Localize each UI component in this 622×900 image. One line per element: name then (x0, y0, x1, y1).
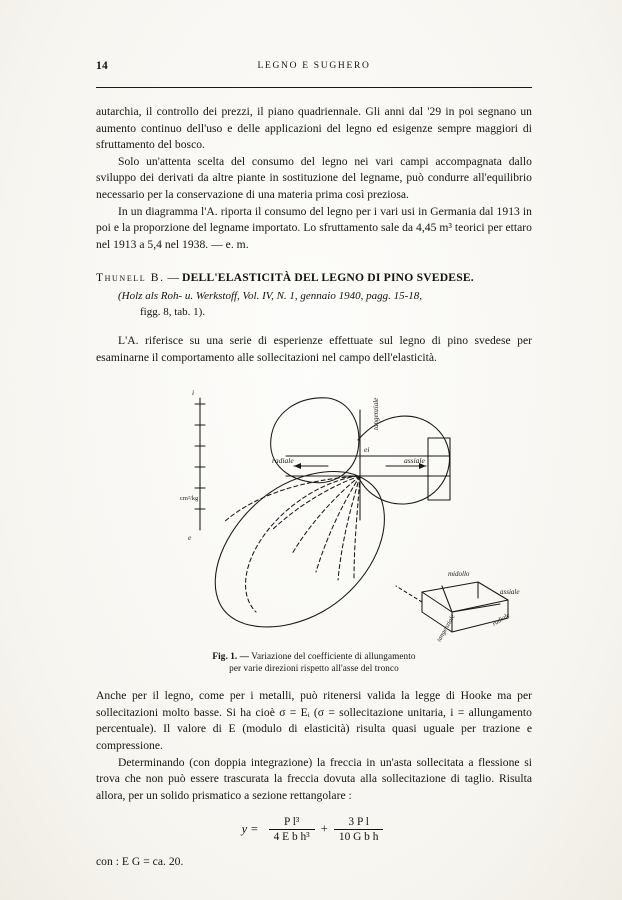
formula-plus: + (320, 821, 328, 836)
figure-label-radiale: radiale (272, 456, 294, 466)
figure-1-svg (96, 380, 532, 648)
figure-label-radiale-small: radiale (491, 611, 511, 628)
figure-1-drawing (96, 380, 532, 648)
formula-term-2 (334, 816, 384, 843)
figure-caption-line1: Variazione del coefficiente di allungamento (251, 651, 416, 662)
figure-label-tangenziale-small: tangenziale (435, 613, 457, 644)
paragraph-4: L'A. riferisce su una serie di esperienze effettuate sul legno di pino svedese per esaminarne il comportamento alle sollecitazioni nel campo dell'elasticità. (96, 333, 532, 364)
formula-term-1-denominator: 4 E b h³ (273, 831, 310, 844)
header-rule (96, 87, 532, 88)
reference-dash: — (167, 271, 183, 285)
paragraph-3: In un diagramma l'A. riporta il consumo del legno per i vari usi in Germania dal 1913 in poi e la proporzione del legname importato. Lo sfruttamento sale da 4,45 m³ teorici per ettaro nel 1913 a 5,4 nel 1938. — e. m. (96, 204, 532, 251)
page-number: 14 (96, 60, 108, 72)
formula-lhs: y = (241, 821, 259, 836)
figure-caption-line2: per varie direzioni rispetto all'asse del tronco (229, 663, 399, 674)
formula-term-1 (269, 816, 315, 843)
reference-title: DELL'ELASTICITÀ DEL LEGNO DI PINO SVEDESE. (182, 271, 474, 285)
formula-block (96, 816, 532, 843)
formula-term-2-denominator: 10 G b h (338, 831, 379, 844)
paragraph-6: Determinando (con doppia integrazione) la freccia in un'asta sollecitata a flessione si trova che non può essere trascurata la freccia dovuta alla sollecitazione di taglio. Risulta allora, per un solido prismatico a sezione rettangolare : (96, 755, 532, 802)
reference-heading (96, 270, 532, 287)
running-head (96, 60, 532, 82)
figure-1 (96, 380, 532, 674)
paragraph-7: con : E G = ca. 20. (96, 855, 184, 869)
figure-label-tangenziale: tangenziale (372, 397, 380, 431)
figure-label-midollo: midollo (448, 570, 470, 579)
reference-source-line2: figg. 8, tab. 1). (140, 305, 206, 318)
paragraph-5: Anche per il legno, come per i metalli, può ritenersi valida la legge di Hooke ma per sollecitazioni molto basse. Si ha cioè σ = Eᵢ (σ = sollecitazione unitaria, i = allungamento percentuale). Il valore di E (modulo di elasticità) risulta quasi uguale per trazione e compressione. (96, 689, 532, 752)
reference-source-line1: (Holz als Roh- u. Werkstoff, Vol. IV, N. 1, gennaio 1940, pagg. 15-18, (118, 289, 423, 302)
paragraph-2: Solo un'attenta scelta del consumo del legno nei vari campi accompagnata dallo sviluppo dei derivati da altre piante in sostituzione del legname, può condurre all'equilibrio necessario per la conservazione di una materia prima così preziosa. (96, 154, 532, 201)
figure-label-ei: ei (364, 445, 370, 455)
formula-term-2-numerator: 3 P l (334, 816, 384, 830)
formula-term-1-numerator: P l³ (269, 816, 315, 830)
figure-axis-scale: cm²/kg (180, 495, 199, 503)
page-content (96, 60, 532, 871)
figure-label-assiale-small: assiale (500, 588, 520, 597)
reference-author: Thunell B. (96, 271, 165, 285)
figure-axis-i: i (192, 388, 195, 398)
figure-axis-e: e (188, 533, 192, 543)
figure-caption (96, 650, 532, 674)
figure-label-assiale: assiale (404, 456, 425, 466)
running-title: LEGNO E SUGHERO (257, 61, 371, 71)
figure-caption-label: Fig. 1. — (212, 651, 250, 662)
reference-source (96, 288, 532, 320)
paragraph-1: autarchia, il controllo dei prezzi, il piano quadriennale. Gli anni dal '29 in poi segnano un aumento continuo dell'uso e delle applicazioni del legno ed esigenze sempre maggiori di sfruttamento del bosco. (96, 105, 532, 152)
